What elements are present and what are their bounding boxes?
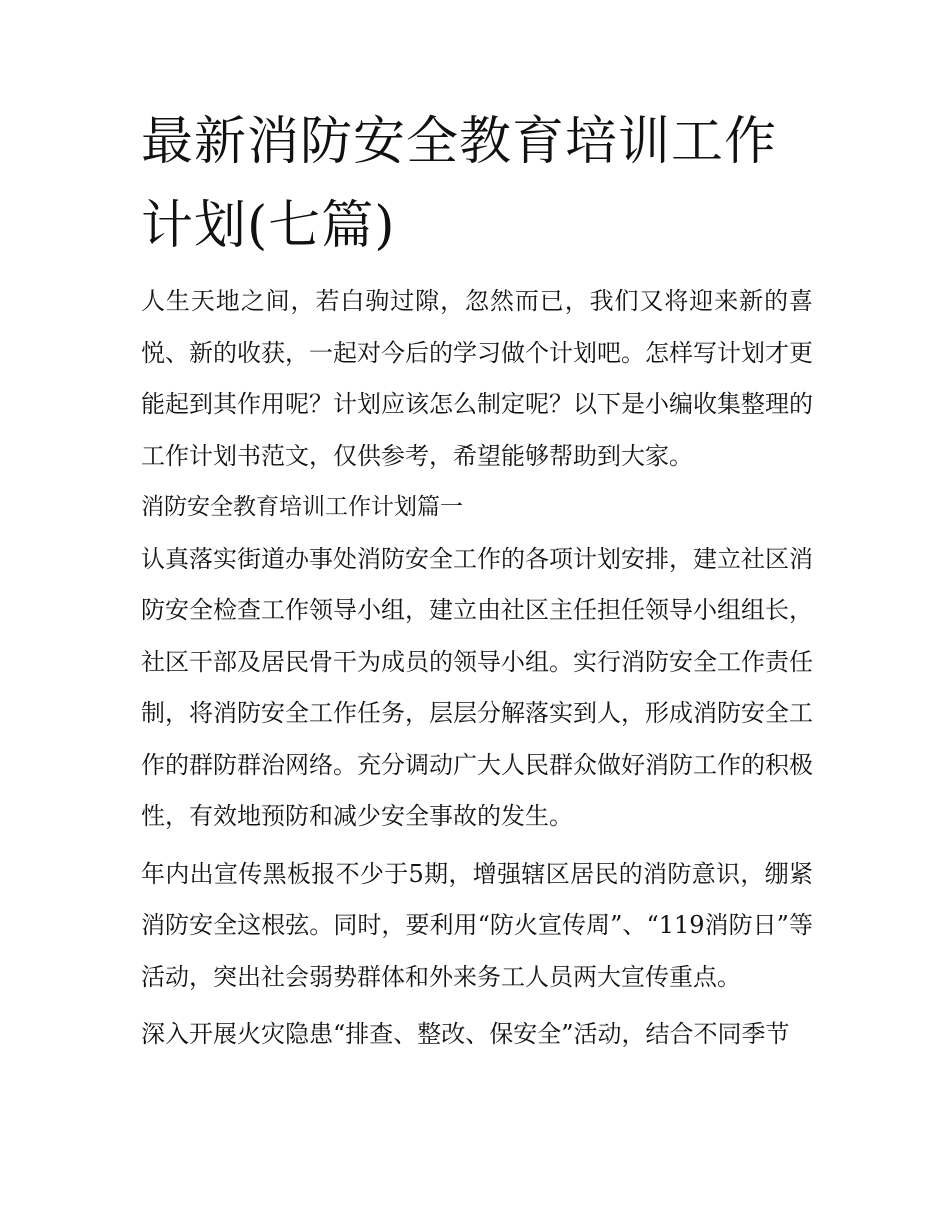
body-paragraph: 年内出宣传黑板报不少于5期，增强辖区居民的消防意识，绷紧消防安全这根弦。同时，要利用“防火宣传周”、“119消防日”等活动，突出社会弱势群体和外来务工人员两大宣传重点。 [141, 859, 813, 991]
intro-paragraph: 人生天地之间，若白驹过隙，忽然而已，我们又将迎来新的喜悦、新的收获，一起对今后的学习做个计划吧。怎样写计划才更能起到其作用呢？计划应该怎么制定呢？以下是小编收集整理的工作计划书范文，仅供参考，希望能够帮助到大家。 [141, 287, 813, 470]
document-body [141, 100, 813, 1061]
body-paragraph: 深入开展火灾隐患“排查、整改、保安全”活动，结合不同季节 [141, 1020, 790, 1048]
body-paragraph: 认真落实街道办事处消防安全工作的各项计划安排，建立社区消防安全检查工作领导小组，建立由社区主任担任领导小组组长，社区干部及居民骨干为成员的领导小组。实行消防安全工作责任制，将消防安全工作任务，层层分解落实到人，形成消防安全工作的群防群治网络。充分调动广大人民群众做好消防工作的积极性，有效地预防和减少安全事故的发生。 [141, 544, 813, 830]
document-title: 最新消防安全教育培训工作计划(七篇) [141, 112, 778, 256]
section-heading: 消防安全教育培训工作计划篇一 [141, 494, 463, 520]
